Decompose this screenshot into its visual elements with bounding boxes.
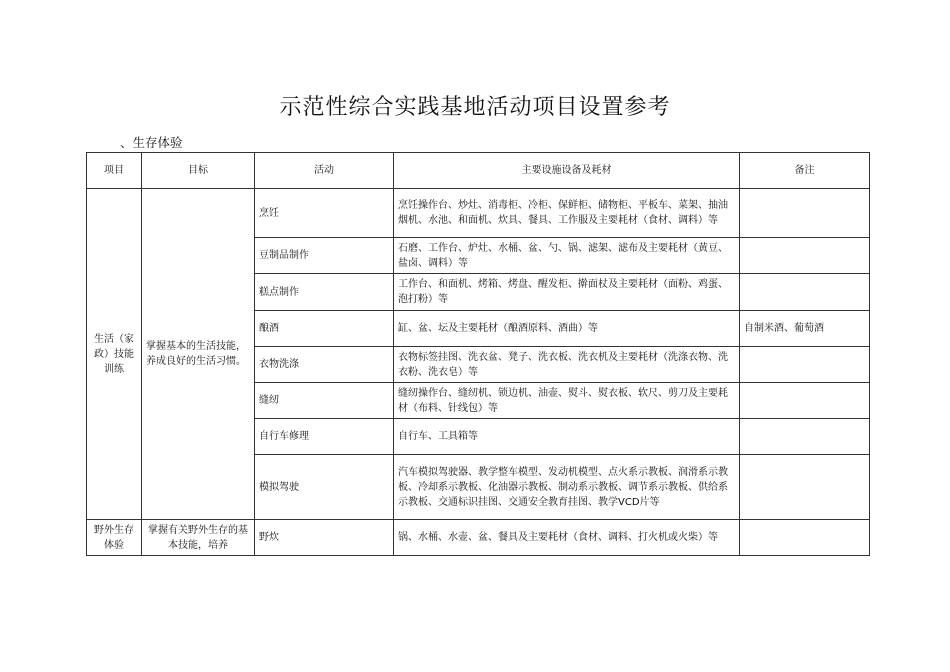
header-note: 备注: [740, 153, 870, 189]
activity-cell: 模拟驾驶: [255, 455, 394, 520]
equipment-cell: 锅、水桶、水壶、盆、餐具及主要耗材（食材、调料、打火机或火柴）等: [394, 520, 740, 556]
activity-cell: 野炊: [255, 520, 394, 556]
activity-cell: 自行车修理: [255, 419, 394, 455]
note-cell: [740, 347, 870, 383]
header-equipment: 主要设施设备及耗材: [394, 153, 740, 189]
note-cell: [740, 238, 870, 274]
goal-cell: 掌握基本的生活技能，养成良好的生活习惯。: [142, 189, 255, 520]
note-cell: [740, 520, 870, 556]
header-item: 项目: [87, 153, 142, 189]
equipment-cell: 缝纫操作台、缝纫机、锁边机、油壶、熨斗、熨衣板、软尺、剪刀及主要耗材（布料、针线包）等: [394, 383, 740, 419]
equipment-cell: 汽车模拟驾驶器、教学整车模型、发动机模型、点火系示教板、润滑系示教板、冷却系示教板、化油器示教板、制动系示教板、调节系示教板、供给系示教板、交通标识挂图、交通安全教育挂图、教学VCD片等: [394, 455, 740, 520]
page-title: 示范性综合实践基地活动项目设置参考: [279, 95, 671, 120]
activity-cell: 糕点制作: [255, 274, 394, 311]
table-row: [87, 189, 870, 238]
equipment-cell: 烹饪操作台、炒灶、消毒柜、冷柜、保鲜柜、储物柜、平板车、菜架、抽油烟机、水池、和面机、炊具、餐具、工作服及主要耗材（食材、调料）等: [394, 189, 740, 238]
table-row: [87, 520, 870, 556]
goal-cell: 掌握有关野外生存的基本技能，培养: [142, 520, 255, 556]
note-cell: [740, 274, 870, 311]
table-header-row: [87, 153, 870, 189]
header-activity: 活动: [255, 153, 394, 189]
activity-cell: 缝纫: [255, 383, 394, 419]
note-cell: [740, 455, 870, 520]
equipment-cell: 衣物标签挂图、洗衣盆、凳子、洗衣板、洗衣机及主要耗材（洗涤衣物、洗衣粉、洗衣皂）等: [394, 347, 740, 383]
header-goal: 目标: [142, 153, 255, 189]
activity-table: [86, 152, 870, 556]
equipment-cell: 工作台、和面机、烤箱、烤盘、醒发柜、擀面杖及主要耗材（面粉、鸡蛋、泡打粉）等: [394, 274, 740, 311]
equipment-cell: 石磨、工作台、炉灶、水桶、盆、勺、锅、滤架、滤布及主要耗材（黄豆、盐卤、调料）等: [394, 238, 740, 274]
note-cell: 自制米酒、葡萄酒: [740, 311, 870, 347]
activity-cell: 衣物洗涤: [255, 347, 394, 383]
equipment-cell: 自行车、工具箱等: [394, 419, 740, 455]
note-cell: [740, 189, 870, 238]
item-cell: 生活（家政）技能训练: [87, 189, 142, 520]
activity-cell: 豆制品制作: [255, 238, 394, 274]
note-cell: [740, 419, 870, 455]
item-cell: 野外生存体验: [87, 520, 142, 556]
note-cell: [740, 383, 870, 419]
equipment-cell: 缸、盆、坛及主要耗材（酿酒原料、酒曲）等: [394, 311, 740, 347]
activity-cell: 烹饪: [255, 189, 394, 238]
activity-cell: 酿酒: [255, 311, 394, 347]
section-heading: 、生存体验: [120, 135, 183, 150]
